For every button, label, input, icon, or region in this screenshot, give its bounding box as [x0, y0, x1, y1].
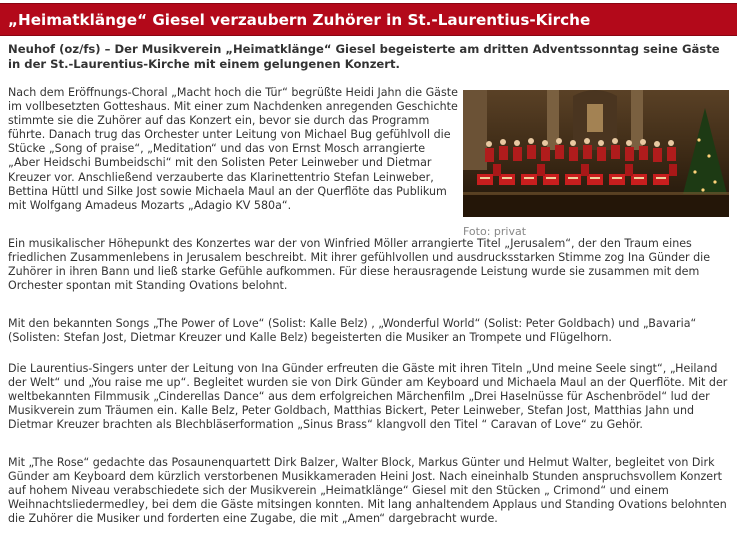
photo-caption: Foto: privat — [463, 225, 527, 238]
paragraph-2: Ein musikalischer Höhepunkt des Konzertes war der von Winfried Möller arrangierte Titel „Jerusalem“, der den Traum eines friedlichen Zusammenlebens in Jerusalem beschreibt. Mit ihrer gefühlvollen und ausdrucksstarken Stimme zog Ina Günder die Zuhörer in ihren Bann und ließ starke Gefühle aufkommen. Für diese herausragende Leistung wurde sie zusammen mit dem Orchester spontan mit Standing Ovations belohnt. — [8, 237, 711, 293]
article-title: „Heimatklänge“ Giesel verzaubern Zuhörer in St.-Laurentius-Kirche — [8, 11, 591, 29]
paragraph-3: Mit den bekannten Songs „The Power of Love“ (Solist: Kalle Belz) , „Wonderful World“ (Solist: Peter Goldbach) und „Bavaria“ (Solisten: Stefan Jost, Dietmar Kreuzer und Kalle Belz) begeisterten die Musiker an Trompete und Flügelhorn. — [8, 317, 697, 345]
paragraph-5: Mit „The Rose“ gedachte das Posaunenquartett Dirk Balzer, Walter Block, Markus Günter und Helmut Walter, begleitet von Dirk Günder am Keyboard dem kürzlich verstorbenen Musikkameraden Heini Jost. Nach eineinhalb Stunden anspruchsvollem Konzert auf hohem Niveau verabschiedete sich der Musikverein „Heimatklänge“ Giesel mit den Stücken „ Crimond“ und einem Weihnachtsliedermedley, bei dem die Gäste mitsingen konnten. Mit lang anhaltendem Applaus und Standing Ovations belohnten die Zuhörer die Musiker und forderten eine Zugabe, die mit „Amen“ dargebracht wurde. — [8, 456, 727, 526]
paragraph-1: Nach dem Eröffnungs-Choral „Macht hoch die Tür“ begrüßte Heidi Jahn die Gäste im vollbesetzten Gotteshaus. Mit einer zum Nachdenken anregenden Geschichte stimmte sie die Zuhörer auf das Konzert ein, bevor sie durch das Programm führte. Danach trug das Orchester unter Leitung von Michael Bug gefühlvoll die Stücke „Song of praise“, „Meditation“ und das von Ernst Mosch arrangierte „Aber Heidschi Bumbeidschi“ mit den Solisten Peter Leinweber und Dietmar Kreuzer vor. Anschließend verzauberte das Klarinettentrio Stefan Leinweber, Bettina Hüttl und Silke Jost sowie Michaela Maul an der Querflöte das Publikum mit Wolfgang Amadeus Mozarts „Adagio KV 580a“. — [8, 86, 458, 212]
concert-photo — [463, 90, 729, 217]
title-bar — [0, 3, 737, 36]
article-lead: Neuhof (oz/fs) – Der Musikverein „Heimatklänge“ Giesel begeisterte am dritten Adventssonntag seine Gäste in der St.-Laurentius-Kirche mit einem gelungenen Konzert. — [8, 42, 720, 71]
paragraph-4: Die Laurentius-Singers unter der Leitung von Ina Günder erfreuten die Gäste mit ihren Titeln „Und meine Seele singt“, „Heiland der Welt“ und „You raise me up“. Begleitet wurden sie von Dirk Günder am Keyboard und Michaela Maul an der Querflöte. Mit der weltbekannten Filmmusik „Cinderellas Dance“ aus dem erfolgreichen Märchenfilm „Drei Haselnüsse für Aschenbrödel“ lud der Musikverein zum Träumen ein. Kalle Belz, Peter Goldbach, Matthias Bickert, Peter Leinweber, Stefan Jost, Matthias Jahn und Dietmar Kreuzer brachten als Blechbläserformation „Sinus Brass“ klangvoll den Titel “ Caravan of Love“ zu Gehör. — [8, 362, 728, 432]
